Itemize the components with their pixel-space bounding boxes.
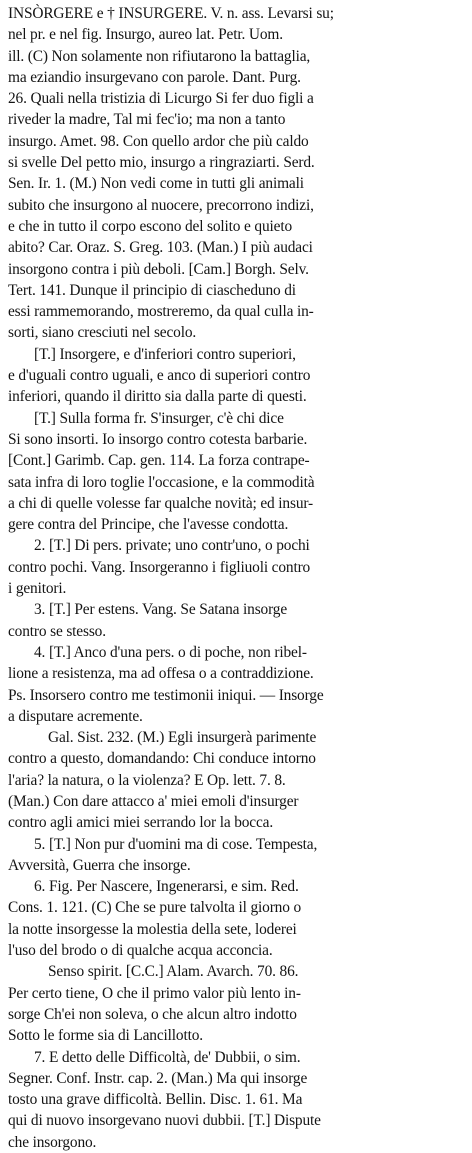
text-line: Senso spirit. [C.C.] Alam. Avarch. 70. 86. xyxy=(48,963,299,981)
text-line: 7. E detto delle Difficoltà, de' Dubbii, o sim. xyxy=(34,1048,301,1066)
text-line: Sotto le forme sia di Lancillotto. xyxy=(8,1027,203,1045)
text-line: e che in tutto il corpo escono del solito e quieto xyxy=(8,217,292,235)
text-line: qui di nuovo insorgevano nuovi dubbii. [T.] Dispute xyxy=(8,1112,321,1130)
text-line: inferiori, quando il diritto sia dalla parte di questi. xyxy=(8,388,307,406)
text-line: 26. Quali nella tristizia di Licurgo Si fer duo figli a xyxy=(8,90,314,108)
text-line: e d'uguali contro uguali, e anco di superiori contro xyxy=(8,367,311,385)
text-line: contro se stesso. xyxy=(8,622,106,640)
text-line: sorge Ch'ei non soleva, o che alcun altro indotto xyxy=(8,1005,297,1023)
text-line: Sen. Ir. 1. (M.) Non vedi come in tutti gli animali xyxy=(8,175,304,193)
text-line: [Cont.] Garimb. Cap. gen. 114. La forza contrape- xyxy=(8,452,310,470)
text-line: essi rammemorando, mostreremo, da qual culla in- xyxy=(8,303,314,321)
text-line: lione a resistenza, ma ad offesa o a contraddizione. xyxy=(8,665,314,683)
text-line: riveder la madre, Tal mi fec'io; ma non a tanto xyxy=(8,111,286,129)
text-line: insorgono contra i più deboli. [Cam.] Borgh. Selv. xyxy=(8,260,309,278)
text-line: 4. [T.] Anco d'una pers. o di poche, non ribel- xyxy=(34,643,307,661)
text-line: tosto una grave difficoltà. Bellin. Disc. 1. 61. Ma xyxy=(8,1091,303,1109)
text-line: Avversità, Guerra che insorge. xyxy=(8,856,191,874)
text-line: contro a questo, domandando: Chi conduce intorno xyxy=(8,750,316,768)
text-line: contro agli amici miei serrando lor la bocca. xyxy=(8,814,274,832)
text-line: la notte insorgesse la molestia della sete, loderei xyxy=(8,920,297,938)
text-line: Tert. 141. Dunque il principio di ciascheduno di xyxy=(8,281,296,299)
text-line: 3. [T.] Per estens. Vang. Se Satana insorge xyxy=(34,601,288,619)
text-line: [T.] Insorgere, e d'inferiori contro superiori, xyxy=(34,345,296,363)
text-line: 2. [T.] Di pers. private; uno contr'uno, o pochi xyxy=(34,537,310,555)
text-line: sorti, siano cresciuti nel secolo. xyxy=(8,324,197,342)
text-line: l'aria? la natura, o la violenza? E Op. lett. 7. 8. xyxy=(8,771,286,789)
text-line: gere contra del Principe, che l'avesse condotta. xyxy=(8,516,289,534)
text-line: Segner. Conf. Instr. cap. 2. (Man.) Ma qui insorge xyxy=(8,1069,308,1087)
text-line: che insorgono. xyxy=(8,1133,97,1151)
text-line: Per certo tiene, O che il primo valor più lento in- xyxy=(8,984,301,1002)
text-line: Gal. Sist. 232. (M.) Egli insurgerà parimente xyxy=(48,729,317,747)
text-line: sata infra di loro toglie l'occasione, e la commodità xyxy=(8,473,315,491)
text-line: a chi di quelle volesse far qualche novità; ed insur- xyxy=(8,494,314,512)
text-line: (Man.) Con dare attacco a' miei emoli d'insurger xyxy=(8,792,299,810)
text-line: [T.] Sulla forma fr. S'insurger, c'è chi dice xyxy=(34,409,284,427)
text-line: nel pr. e nel fig. Insurgo, aureo lat. Petr. Uom. xyxy=(8,26,283,44)
text-line: ma eziandio insurgevano con parole. Dant. Purg. xyxy=(8,68,301,86)
text-line: Si sono insorti. Io insorgo contro cotesta barbarie. xyxy=(8,430,308,448)
text-line: INSÒRGERE e † INSURGERE. V. n. ass. Levarsi su; xyxy=(8,5,334,22)
text-line: Cons. 1. 121. (C) Che se pure talvolta il giorno o xyxy=(8,899,302,917)
text-line: i genitori. xyxy=(8,580,67,598)
text-line: insurgo. Amet. 98. Con quello ardor che più caldo xyxy=(8,132,309,150)
text-line: 6. Fig. Per Nascere, Ingenerarsi, e sim. Red. xyxy=(34,878,299,896)
text-line: abito? Car. Oraz. S. Greg. 103. (Man.) I più audaci xyxy=(8,239,313,257)
text-line: a disputare acremente. xyxy=(8,707,143,725)
text-line: Ps. Insorsero contro me testimonii iniqui. — Insorge xyxy=(8,686,324,704)
text-line: 5. [T.] Non pur d'uomini ma di cose. Tempesta, xyxy=(34,835,318,853)
text-line: subito che insurgono al nuocere, precorrono indizi, xyxy=(8,196,314,214)
text-line: contro pochi. Vang. Insorgeranno i figliuoli contro xyxy=(8,558,311,576)
text-line: si svelle Del petto mio, insurgo a ringraziarti. Serd. xyxy=(8,154,315,172)
text-line: l'uso del brodo o di qualche acqua acconcia. xyxy=(8,942,273,960)
text-line: ill. (C) Non solamente non rifiutarono la battaglia, xyxy=(8,47,311,65)
